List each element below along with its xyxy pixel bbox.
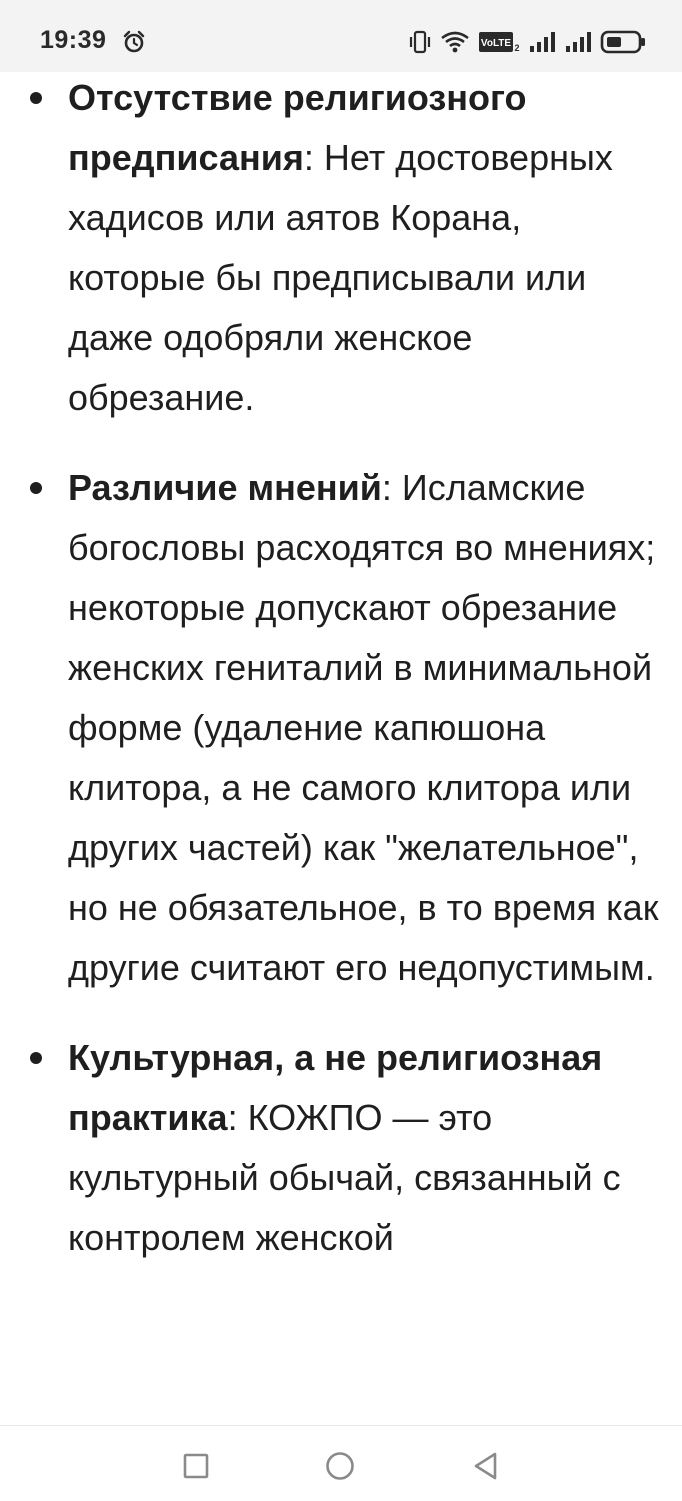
item-text: Исламские богословы расходятся во мнениях; некоторые допускают обрезание женских гениталий в минимальной форме (удаление капюшона клитора, а не самого клитора или других частей) как "желательное", но не обязательное, в то время как другие считают его недопустимым.	[68, 467, 659, 988]
item-title: Различие мнений	[68, 467, 382, 508]
list-item	[0, 458, 682, 998]
recents-icon	[182, 1452, 210, 1480]
article-content[interactable]	[0, 72, 682, 1425]
bullet-list	[0, 72, 682, 1268]
item-title: Культурная, а не религиозная практика	[68, 1037, 603, 1138]
item-text: Нет достоверных хадисов или аятов Корана, которые бы предписывали или даже одобряли женское обрезание.	[68, 137, 613, 418]
recents-button[interactable]	[178, 1448, 214, 1484]
battery-icon	[600, 30, 646, 54]
signal-icon	[564, 30, 592, 54]
item-title: Отсутствие религиозного предписания	[68, 77, 527, 178]
item-separator: :	[303, 137, 324, 178]
signal-icon	[528, 30, 556, 54]
home-button[interactable]	[322, 1448, 358, 1484]
status-bar	[0, 0, 682, 72]
item-text: КОЖПО — это культурный обычай, связанный с контролем женской	[68, 1097, 621, 1258]
vibrate-icon	[408, 29, 432, 55]
status-icons	[408, 28, 646, 56]
list-item	[0, 72, 682, 428]
back-icon	[471, 1451, 501, 1481]
navigation-bar	[0, 1425, 682, 1501]
bullet-dot	[30, 482, 42, 494]
bullet-dot	[30, 92, 42, 104]
volte-icon	[478, 31, 520, 53]
bullet-dot	[30, 1052, 42, 1064]
item-separator: :	[381, 467, 402, 508]
wifi-icon	[440, 30, 470, 54]
home-icon	[324, 1450, 356, 1482]
alarm-icon	[122, 30, 146, 54]
back-button[interactable]	[468, 1448, 504, 1484]
svg-text:VoLTE: VoLTE	[480, 38, 512, 49]
status-time: 19:39	[40, 26, 107, 54]
svg-text:2: 2	[514, 43, 520, 53]
item-separator: :	[227, 1097, 248, 1138]
list-item	[0, 1028, 682, 1268]
